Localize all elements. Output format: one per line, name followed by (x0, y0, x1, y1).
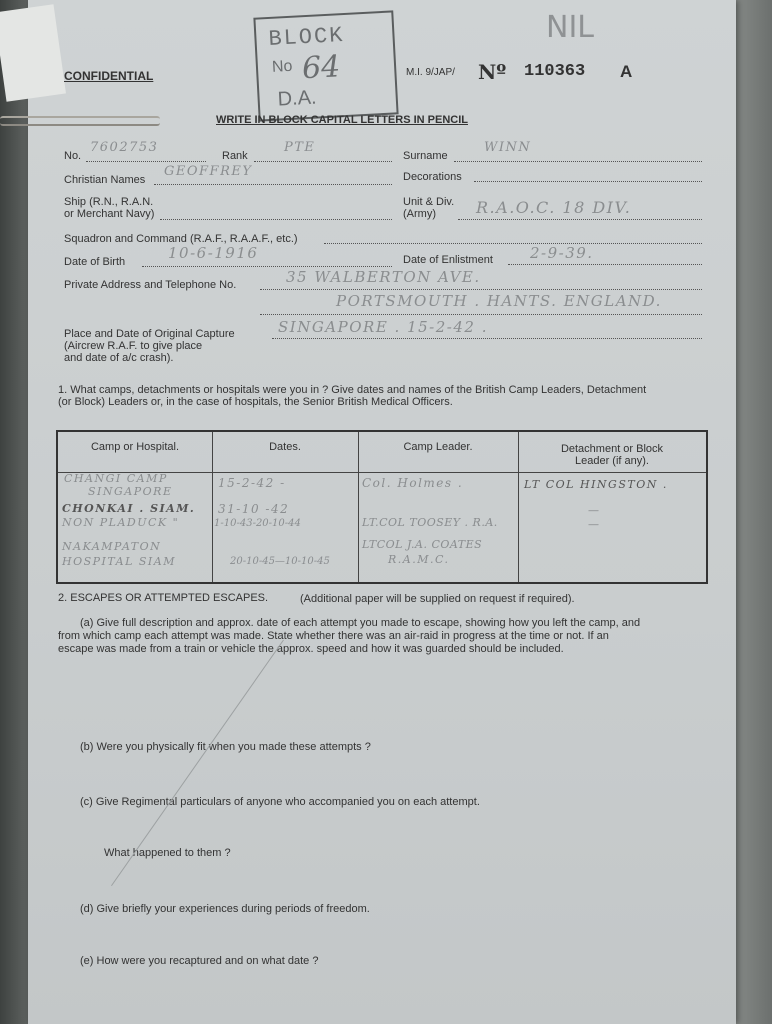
unit-label-2: (Army) (403, 208, 436, 220)
decorations-label: Decorations (403, 171, 462, 183)
question-2e: (e) How were you recaptured and on what date ? (80, 955, 319, 967)
dob-value: 10-6-1916 (168, 244, 259, 262)
leader-row-2: LT.COL TOOSEY . R.A. (362, 516, 498, 529)
leader-row-3: LTCOL J.A. COATES (362, 538, 483, 551)
address-label: Private Address and Telephone No. (64, 279, 237, 291)
stamp-no: No (271, 57, 293, 76)
enlistment-label: Date of Enlistment (403, 254, 493, 266)
dob-label: Date of Birth (64, 256, 126, 268)
number-symbol: Nº (478, 60, 507, 84)
header-leader: Camp Leader. (403, 441, 473, 453)
camp-row-4: NON PLADUCK " (62, 516, 180, 529)
surname-value: WINN (484, 140, 532, 155)
dates-row-1: 15-2-42 - (218, 476, 286, 490)
camp-row-5: NAKAMPATON (62, 540, 162, 553)
question-2a-line-2: from which camp each attempt was made. State whether there was an air-raid in progress at the time or not. If an (58, 630, 609, 642)
ship-label-2: or Merchant Navy) (64, 208, 155, 220)
header-camp: Camp or Hospital. (90, 441, 180, 453)
question-2b: (b) Were you physically fit when you made these attempts ? (80, 741, 371, 753)
question-2-note: (Additional paper will be supplied on request if required). (300, 593, 575, 605)
question-2c-follow-up: What happened to them ? (104, 847, 231, 859)
squadron-label: Squadron and Command (R.A.F., R.A.A.F., etc.) (64, 233, 298, 245)
block-stamp (253, 10, 398, 121)
dates-row-2: 31-10 -42 (218, 502, 290, 516)
leader-row-1: Col. Holmes . (362, 476, 464, 490)
question-2a-line-3: escape was made from a train or vehicle the approx. speed and how it was guarded should be included. (58, 643, 564, 655)
camp-row-1: CHANGI CAMP (64, 472, 168, 485)
question-2d: (d) Give briefly your experiences during periods of freedom. (80, 903, 370, 915)
camp-row-6: HOSPITAL SIAM (62, 555, 176, 568)
detachment-row-2: — (588, 504, 601, 517)
no-value: 7602753 (90, 140, 159, 155)
tag-string (0, 116, 160, 126)
camp-row-3: CHONKAI . SIAM. (62, 502, 196, 515)
corner-note: NIL (546, 10, 595, 45)
capture-label-3: and date of a/c crash). (64, 352, 174, 364)
address-value-1: 35 WALBERTON AVE. (286, 268, 481, 286)
enlistment-value: 2-9-39. (530, 244, 594, 262)
christian-names-label: Christian Names (64, 174, 146, 186)
capture-label-1: Place and Date of Original Capture (64, 328, 235, 340)
rank-label: Rank (222, 150, 248, 162)
camps-table (56, 430, 708, 584)
capture-label-2: (Aircrew R.A.F. to give place (64, 340, 203, 352)
leader-row-4: R.A.M.C. (388, 553, 450, 566)
stamp-line-3: D.A. (277, 86, 318, 111)
dates-row-3: 1-10-43-20-10-44 (214, 518, 301, 529)
camp-row-2: SINGAPORE (88, 485, 173, 498)
capture-value: SINGAPORE . 15-2-42 . (278, 318, 488, 336)
question-1-line-1: 1. What camps, detachments or hospitals were you in ? Give dates and names of the British Camp Leaders, Detachment (58, 384, 647, 396)
detachment-row-1: LT COL HINGSTON . (524, 478, 668, 491)
question-2-title: 2. ESCAPES OR ATTEMPTED ESCAPES. (58, 592, 269, 604)
detachment-row-3: — (588, 518, 601, 531)
form-reference: M.I. 9/JAP/ (406, 67, 455, 78)
header-detachment-2: Leader (if any). (575, 455, 649, 467)
no-label: No. (64, 150, 82, 162)
unit-label-1: Unit & Div. (403, 196, 455, 208)
christian-names-value: GEOFFREY (164, 164, 253, 179)
surname-label: Surname (403, 150, 448, 162)
question-2a-line-1: (a) Give full description and approx. date of each attempt you made to escape, showing how you left the camp, and (80, 617, 641, 629)
unit-value: R.A.O.C. 18 DIV. (476, 198, 632, 217)
header-dates: Dates. (269, 441, 301, 453)
ship-label-1: Ship (R.N., R.A.N. (64, 196, 154, 208)
pencil-instruction: WRITE IN BLOCK CAPITAL LETTERS IN PENCIL (216, 114, 468, 126)
stamp-number: 64 (301, 49, 342, 87)
tag-label (0, 4, 66, 101)
confidential-heading: CONFIDENTIAL (64, 69, 154, 83)
stamp-line-1: BLOCK (267, 23, 346, 52)
question-1-line-2: (or Block) Leaders or, in the case of hospitals, the Senior British Medical Officers. (58, 396, 453, 408)
dates-row-4: 20-10-45—10-10-45 (230, 556, 330, 567)
header-detachment-1: Detachment or Block (560, 443, 664, 455)
series-letter: A (620, 62, 633, 81)
document-page (28, 0, 736, 1024)
serial-number: 110363 (524, 62, 586, 81)
question-2c: (c) Give Regimental particulars of anyone who accompanied you on each attempt. (80, 796, 480, 808)
address-value-2: PORTSMOUTH . HANTS. ENGLAND. (336, 292, 662, 310)
rank-value: PTE (284, 140, 316, 155)
